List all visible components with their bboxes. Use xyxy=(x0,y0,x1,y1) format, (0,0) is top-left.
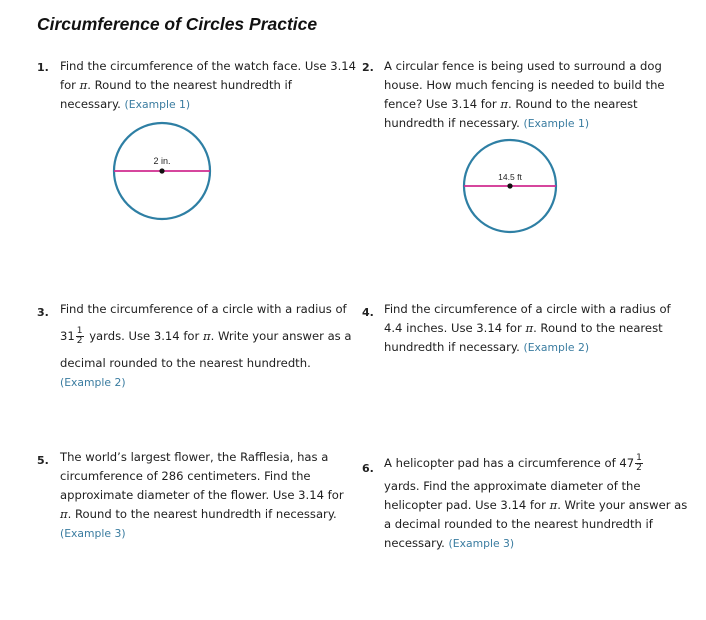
dog-fence-figure xyxy=(459,138,561,238)
problem-number: 4. xyxy=(362,306,374,319)
problem-6-text: A helicopter pad has a circumference of 47 $\frac{1}{2}$ yards. Find the approximate diameter of the helicopter pad. Use 3.14 for π. Write your answer as a decimal rounded to the nearest hundredth if necessary. (Example 3) xyxy=(384,453,688,550)
example-link[interactable]: (Example 2) xyxy=(60,376,126,389)
problem-1-text: Find the circumference of the watch face. Use 3.14 for π. Round to the nearest hundredth if necessary. (Example 1) xyxy=(60,59,357,111)
problem-number: 3. xyxy=(37,306,49,319)
watch-face-figure xyxy=(110,121,214,225)
problem-3-text: Find the circumference of a circle with a radius of 31 $\frac{1}{2}$ yards. Use 3.14 for π. Write your answer as a decimal rounded to the nearest hundredth. (Example 2) xyxy=(60,302,352,389)
problem-4-text: Find the circumference of a circle with a radius of 4.4 inches. Use 3.14 for π. Round to the nearest hundredth if necessary. (Example 2) xyxy=(384,302,671,354)
example-link[interactable]: (Example 1) xyxy=(523,117,590,130)
page-title: Circumference of Circles Practice xyxy=(37,14,318,34)
example-link[interactable]: (Example 2) xyxy=(523,341,590,354)
example-link[interactable]: (Example 3) xyxy=(448,537,515,550)
problem-5-text: The world’s largest flower, the Rafflesia, has a circumference of 286 centimeters. Find the approximate diameter of the flower. Use 3.14 for π. Round to the nearest hundredth if necessary. (Example 3) xyxy=(60,450,344,540)
problem-number: 5. xyxy=(37,454,49,467)
problem-number: 6. xyxy=(362,462,374,475)
example-link[interactable]: (Example 3) xyxy=(60,527,126,540)
problem-number: 1. xyxy=(37,61,49,74)
diameter-label: 2 in. xyxy=(153,156,171,166)
problem-number: 2. xyxy=(362,61,374,74)
example-link[interactable]: (Example 1) xyxy=(124,98,191,111)
problem-2-text: A circular fence is being used to surround a dog house. How much fencing is needed to build the fence? Use 3.14 for π. Round to the nearest hundredth if necessary. (Example 1) xyxy=(384,59,665,130)
diameter-label: 14.5 ft xyxy=(498,172,522,182)
